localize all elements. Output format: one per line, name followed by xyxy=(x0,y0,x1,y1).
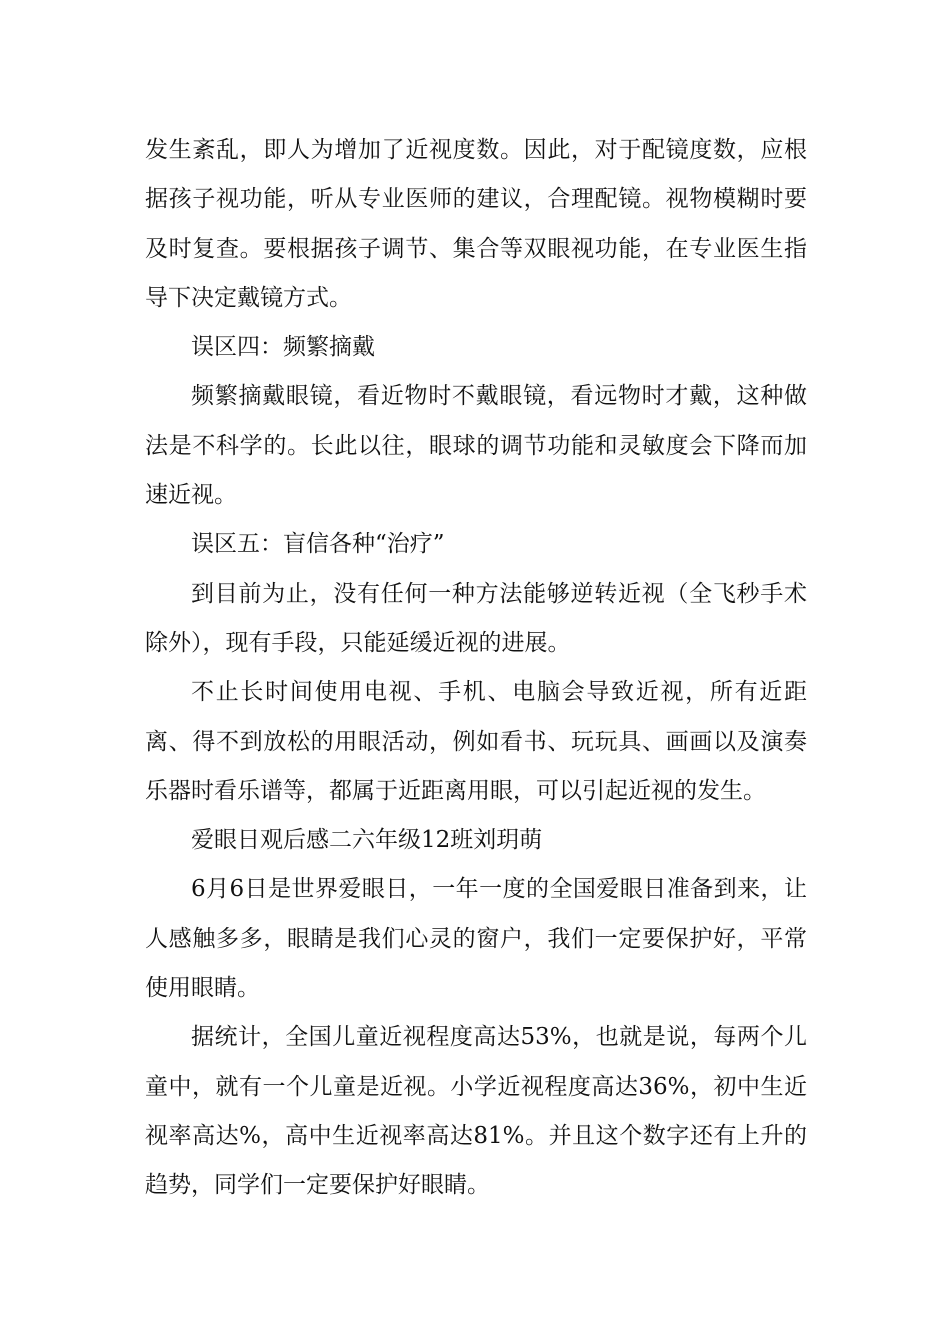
heading-myth-four: 误区四：频繁摘戴 xyxy=(191,334,375,361)
paragraph-eye-day: 6月6日是世界爱眼日，一年一度的全国爱眼日准备到来，让人感触多多，眼睛是我们心灵的窗户，我们一定要保护好，平常使用眼睛。 xyxy=(145,876,807,1002)
paragraph-myth-five: 到目前为止，没有任何一种方法能够逆转近视（全飞秒手术除外），现有手段，只能延缓近视的进展。 xyxy=(145,580,807,656)
paragraph-myth-four: 频繁摘戴眼镜，看近物时不戴眼镜，看远物时才戴，这种做法是不科学的。长此以往，眼球的调节功能和灵敏度会下降而加速近视。 xyxy=(145,383,807,509)
paragraph-continuation: 发生紊乱，即人为增加了近视度数。因此，对于配镜度数，应根据孩子视功能，听从专业医师的建议，合理配镜。视物模糊时要及时复查。要根据孩子调节、集合等双眼视功能，在专业医生指导下决定戴镜方式。 xyxy=(145,137,807,311)
paragraph-statistics: 据统计，全国儿童近视程度高达53%，也就是说，每两个儿童中，就有一个儿童是近视。小学近视程度高达36%，初中生近视率高达%，高中生近视率高达81%。并且这个数字还有上升的趋势，同学们一定要保护好眼睛。 xyxy=(145,1024,807,1199)
document-body xyxy=(145,126,807,1211)
paragraph-near-work: 不止长时间使用电视、手机、电脑会导致近视，所有近距离、得不到放松的用眼活动，例如看书、玩玩具、画画以及演奏乐器时看乐谱等，都属于近距离用眼，可以引起近视的发生。 xyxy=(145,679,807,804)
heading-myth-five: 误区五：盲信各种“治疗” xyxy=(191,531,445,558)
essay-title: 爱眼日观后感二六年级12班刘玥萌 xyxy=(191,827,543,854)
